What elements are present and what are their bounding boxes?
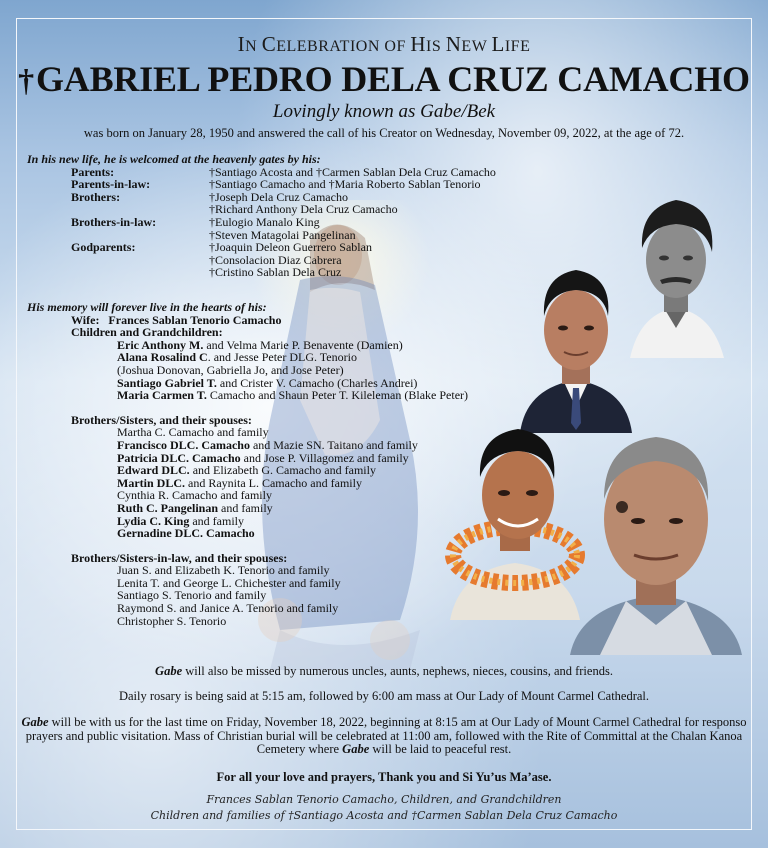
nickname-line: Lovingly known as Gabe/Bek — [272, 101, 496, 122]
sibling-entry-text: and Jose P. Villagomez and family — [240, 450, 409, 465]
kicker-small: IFE — [504, 38, 531, 55]
kicker-letter: L — [491, 32, 505, 56]
sibling-entry-bold: Ruth C. Pangelinan — [117, 500, 219, 515]
sibling-entry-text: and Elizabeth G. Camacho and family — [189, 463, 376, 478]
relation-names: †Cristino Sablan Dela Cruz — [209, 265, 342, 280]
kicker-letter: C — [261, 32, 277, 56]
sibling-entry-bold: Francisco DLC. Camacho — [117, 437, 250, 452]
welcomed-lead: In his new life, he is welcomed at the heavenly gates by his: — [27, 152, 321, 166]
siblings-heading: Brothers/Sisters, and their spouses: — [71, 412, 252, 427]
child-entry — [117, 389, 468, 402]
kicker-letter: I — [237, 32, 246, 56]
kicker-small: IS — [426, 38, 446, 55]
inlaw-entry: Christopher S. Tenorio — [117, 613, 227, 628]
sibling-entry-bold: Gernadine DLC. Camacho — [117, 526, 255, 541]
child-entry-text: and Velma Marie P. Benavente (Damien) — [203, 337, 403, 352]
photo-older-man — [570, 415, 742, 655]
child-entry-bold: Santiago Gabriel T. — [117, 375, 217, 390]
kicker-letter: H — [410, 32, 427, 56]
service-details — [20, 716, 748, 757]
child-entry-text: (Joshua Donovan, Gabriella Jo, and Jose Peter) — [117, 362, 344, 377]
children-list — [27, 339, 468, 402]
sibling-entry-text: and Raynita L. Camacho and family — [185, 475, 362, 490]
service-text-a: will be with us for the last time on Friday, November 18, 2022, beginning at 8:15 am at Our Lady of Mount Carmel Cathedral for responso prayers and public visitation. Mass of Christian burial will be celebrated at 11:00 am, followed with the Rite of Committal at the Chalan Kanoa Cemetery where — [25, 715, 747, 756]
kicker-letter: N — [445, 32, 462, 56]
relation-names: †Eulogio Manalo King — [209, 214, 320, 229]
relation-label — [71, 266, 209, 279]
name-text: GABRIEL PEDRO DELA CRUZ CAMACHO — [35, 59, 750, 99]
child-entry-text: and Crister V. Camacho (Charles Andrei) — [216, 375, 418, 390]
signature-line-1: Frances Sablan Tenorio Camacho, Children, and Grandchildren — [206, 793, 562, 806]
memory-lead: His memory will forever live in the hearts of his: — [27, 300, 267, 314]
sibling-entry-text: Martha C. Camacho and family — [117, 425, 269, 440]
wife-line: Wife: Frances Sablan Tenorio Camacho — [71, 312, 282, 327]
gabe-name: Gabe — [155, 664, 183, 678]
relation-names: †Richard Anthony Dela Cruz Camacho — [209, 202, 398, 217]
thanks-line: For all your love and prayers, Thank you and Si Yu’us Ma’ase. — [216, 770, 552, 784]
inlaws-list — [27, 564, 468, 627]
photo-young-man — [620, 188, 732, 358]
relation-names: †Joseph Dela Cruz Camacho — [209, 189, 348, 204]
relation-names: †Steven Matagolai Pangelinan — [209, 227, 356, 242]
inlaws-heading: Brothers/Sisters-in-law, and their spouses: — [71, 550, 288, 565]
child-entry-bold: Maria Carmen T. — [117, 388, 207, 403]
inlaw-entry: Raymond S. and Janice A. Tenorio and family — [117, 601, 339, 616]
sibling-entry-bold: Martin DLC. — [117, 475, 185, 490]
relation-names: †Consolacion Diaz Cabrera — [209, 252, 342, 267]
gabe-name: Gabe — [342, 742, 370, 756]
welcomed-section — [27, 153, 496, 279]
welcomed-list — [27, 166, 496, 279]
header — [0, 32, 768, 141]
missed-line — [20, 665, 748, 679]
gabe-name: Gabe — [21, 715, 49, 729]
relation-label — [71, 254, 209, 267]
sibling-entry-bold: Edward DLC. — [117, 463, 190, 478]
child-entry-text: . and Jesse Peter DLG. Tenorio — [207, 350, 357, 365]
sibling-entry-bold: Lydia C. King — [117, 513, 190, 528]
kicker-small: ELEBRATION OF — [276, 38, 411, 55]
child-entry-bold: Eric Anthony M. — [117, 337, 204, 352]
deceased-name — [0, 58, 768, 100]
sibling-entry — [117, 527, 468, 540]
signature-line-2: Children and families of †Santiago Acosta and †Carmen Sablan Dela Cruz Camacho — [150, 809, 618, 822]
child-entry-text: Camacho and Shaun Peter T. Kileleman (Blake Peter) — [206, 388, 469, 403]
relation-label: Brothers-in-law: — [71, 214, 157, 229]
children-heading: Children and Grandchildren: — [71, 325, 223, 340]
celebration-kicker — [0, 32, 768, 57]
siblings-list — [27, 426, 468, 539]
welcomed-row — [71, 241, 496, 254]
relation-names: †Santiago Acosta and †Carmen Sablan Dela Cruz Camacho — [209, 164, 496, 179]
inlaw-entry: Lenita T. and George L. Chichester and family — [117, 575, 341, 590]
sibling-entry-bold: Patricia DLC. Camacho — [117, 450, 241, 465]
sibling-entry-text: and family — [189, 513, 245, 528]
welcomed-row — [71, 266, 496, 279]
cross-icon: † — [18, 62, 34, 98]
relation-label: Godparents: — [71, 240, 136, 255]
kicker-small: EW — [461, 38, 492, 55]
memory-section — [27, 301, 468, 627]
welcomed-row — [71, 178, 496, 191]
missed-text: will also be missed by numerous uncles, aunts, nephews, nieces, cousins, and friends. — [182, 664, 613, 678]
inlaw-entry: Juan S. and Elizabeth K. Tenorio and family — [117, 563, 330, 578]
sibling-entry-text: and Mazie SN. Taitano and family — [249, 437, 418, 452]
sibling-entry-text: Cynthia R. Camacho and family — [117, 488, 272, 503]
welcomed-row — [71, 216, 496, 229]
sibling-entry-text: and family — [218, 500, 273, 515]
relation-label: Parents: — [71, 164, 115, 179]
service-text-b: will be laid to peaceful rest. — [369, 742, 512, 756]
birth-death-line: was born on January 28, 1950 and answered the call of his Creator on Wednesday, November 09, 2022, at the age of 72. — [83, 126, 685, 140]
kicker-small: N — [245, 38, 262, 55]
relation-label: Brothers: — [71, 189, 121, 204]
relation-names: †Joaquin Deleon Guerrero Sablan — [209, 240, 372, 255]
photo-man-lei — [440, 405, 590, 620]
relation-names: †Santiago Camacho and †Maria Roberto Sablan Tenorio — [209, 177, 481, 192]
relation-label: Parents-in-law: — [71, 177, 151, 192]
child-entry-bold: Alana Rosalind C — [117, 350, 208, 365]
rosary-line: Daily rosary is being said at 5:15 am, followed by 6:00 am mass at Our Lady of Mount Carmel Cathedral. — [118, 689, 650, 703]
inlaw-entry: Santiago S. Tenorio and family — [117, 588, 267, 603]
